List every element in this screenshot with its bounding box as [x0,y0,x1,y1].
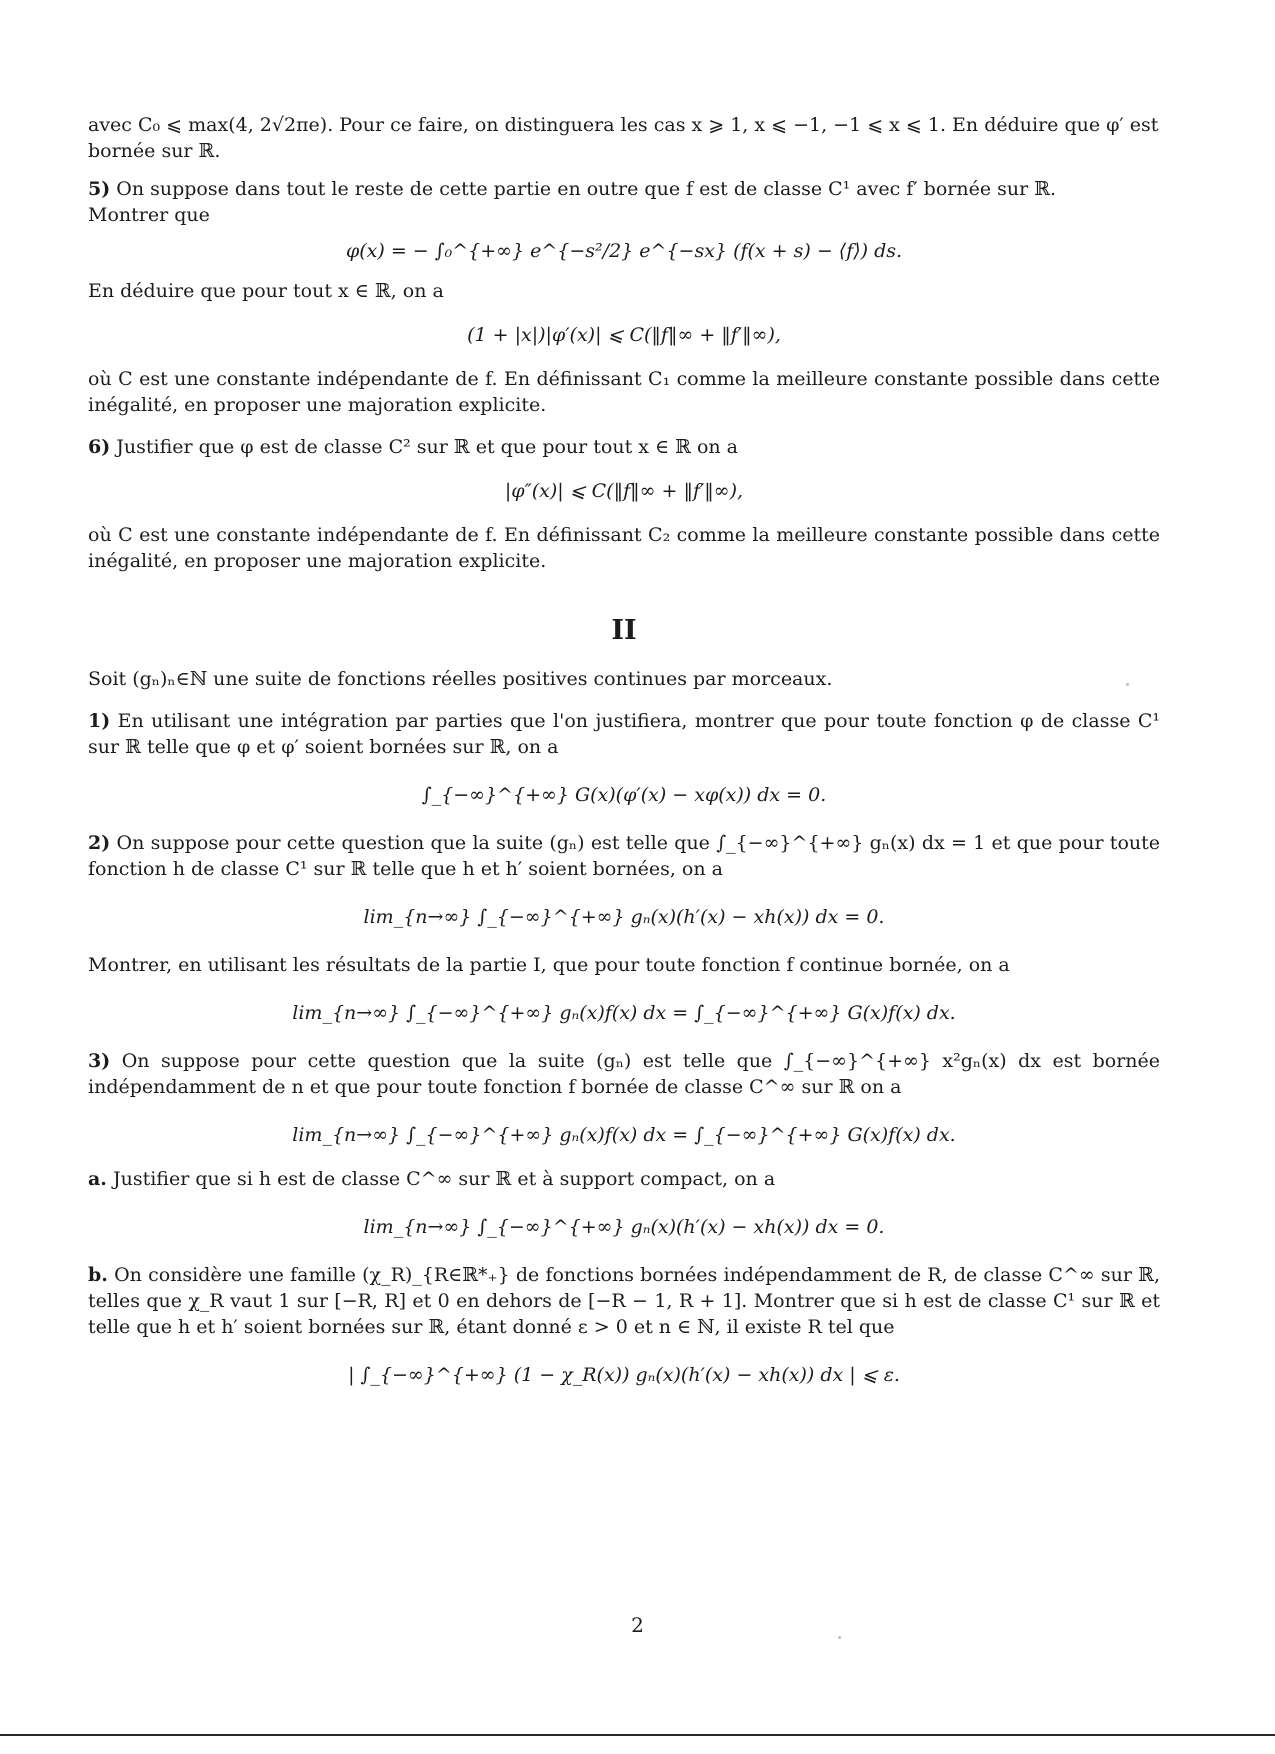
question-6 [88,434,1160,460]
question-text: On suppose dans tout le reste de cette partie en outre que f est de classe C¹ avec f′ bornée sur ℝ. [116,178,1057,200]
subquestion-label: a. [88,1168,107,1190]
equation: lim_{n→∞} ∫_{−∞}^{+∞} gₙ(x)(h′(x) − xh(x)) dx = 0. [363,1216,885,1238]
question-text: Montrer, en utilisant les résultats de la partie I, que pour toute fonction f continue bornée, on a [88,954,1010,976]
equation: φ(x) = − ∫₀^{+∞} e^{−s²/2} e^{−sx} (f(x + s) − ⟨f⟩) ds. [345,240,903,262]
intro-line-2: bornée sur ℝ. [88,140,221,162]
part2-question-1 [88,708,1160,760]
subquestion-label: b. [88,1264,108,1286]
section-heading: II [611,615,637,646]
question-number: 6) [88,436,111,458]
question-number: 5) [88,178,111,200]
page-content [88,112,1160,1388]
subquestion-text: On considère une famille (χ_R)_{R∈ℝ*₊} de fonctions bornées indépendamment de R, de classe C^∞ sur ℝ, telles que χ_R vaut 1 sur [−R, R] et 0 en dehors de [−R − 1, R + 1]. Montrer que si h est de classe C¹ sur ℝ et telle que h et h′ soient bornées sur ℝ, étant donné ε > 0 et n ∈ ℕ, il existe R tel que [88,1264,1160,1338]
question-text: Montrer que [88,204,210,226]
scan-speck [838,1636,841,1639]
question-text: En utilisant une intégration par parties que l'on justifiera, montrer que pour toute fonction φ de classe C¹ sur ℝ telle que φ et φ′ soient bornées sur ℝ, on a [88,710,1161,758]
scan-speck [1126,683,1129,686]
subquestion-text: Justifier que si h est de classe C^∞ sur ℝ et à support compact, on a [112,1168,776,1190]
question-number: 1) [88,710,111,732]
section-intro: Soit (gₙ)ₙ∈ℕ une suite de fonctions réelles positives continues par morceaux. [88,668,833,690]
subquestion-a [88,1166,1160,1192]
question-number: 2) [88,832,111,854]
equation: lim_{n→∞} ∫_{−∞}^{+∞} gₙ(x)f(x) dx = ∫_{−∞}^{+∞} G(x)f(x) dx. [292,1002,956,1024]
question-text: Justifier que φ est de classe C² sur ℝ et que pour tout x ∈ ℝ on a [116,436,739,458]
question-text: où C est une constante indépendante de f. En définissant C₁ comme la meilleure constante possible dans cette inégalité, en proposer une majoration explicite. [88,368,1160,416]
equation: | ∫_{−∞}^{+∞} (1 − χ_R(x)) gₙ(x)(h′(x) − xh(x)) dx | ⩽ ε. [348,1364,900,1386]
intro-paragraph [88,112,1160,164]
equation: lim_{n→∞} ∫_{−∞}^{+∞} gₙ(x)(h′(x) − xh(x)) dx = 0. [363,906,885,928]
equation: (1 + |x|)|φ′(x)| ⩽ C(‖f‖∞ + ‖f′‖∞), [467,324,781,346]
subquestion-b [88,1262,1160,1340]
intro-line-1: avec C₀ ⩽ max(4, 2√2πe). Pour ce faire, on distinguera les cas x ⩾ 1, x ⩽ −1, −1 ⩽ x ⩽ 1. En déduire que φ′ est [88,114,1159,136]
page-bottom-rule [0,1734,1275,1736]
equation: |φ″(x)| ⩽ C(‖f‖∞ + ‖f′‖∞), [504,480,744,502]
question-number: 3) [88,1050,111,1072]
question-text: On suppose pour cette question que la suite (gₙ) est telle que ∫_{−∞}^{+∞} gₙ(x) dx = 1 et que pour toute fonction h de classe C¹ sur ℝ telle que h et h′ soient bornées, on a [88,832,1160,880]
equation: ∫_{−∞}^{+∞} G(x)(φ′(x) − xφ(x)) dx = 0. [421,784,827,806]
question-5 [88,176,1160,228]
part2-question-2 [88,830,1160,882]
question-text: On suppose pour cette question que la suite (gₙ) est telle que ∫_{−∞}^{+∞} x²gₙ(x) dx est bornée indépendamment de n et que pour toute fonction f bornée de classe C^∞ sur ℝ on a [88,1050,1160,1098]
question-text: En déduire que pour tout x ∈ ℝ, on a [88,280,444,302]
question-text: où C est une constante indépendante de f. En définissant C₂ comme la meilleure constante possible dans cette inégalité, en proposer une majoration explicite. [88,524,1160,572]
equation: lim_{n→∞} ∫_{−∞}^{+∞} gₙ(x)f(x) dx = ∫_{−∞}^{+∞} G(x)f(x) dx. [292,1124,956,1146]
part2-question-3 [88,1048,1160,1100]
page-number: 2 [631,1613,644,1637]
